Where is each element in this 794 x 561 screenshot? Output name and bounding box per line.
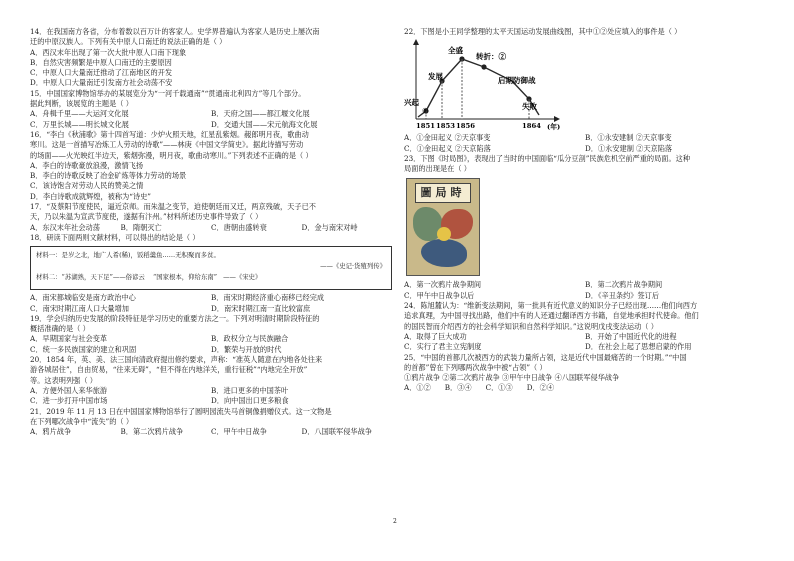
option-b[interactable]: B．①永安建制 ②天京事变 bbox=[585, 133, 672, 143]
option-b[interactable]: B．第二次鸦片战争期间 bbox=[585, 280, 663, 290]
option-a[interactable]: A．取得了巨大成功 bbox=[404, 331, 467, 341]
option-b[interactable]: B．天府之国——都江堰文化展 bbox=[211, 109, 310, 119]
question-25 bbox=[404, 353, 766, 394]
option-b[interactable]: B．进口更多的中国茶叶 bbox=[211, 385, 289, 395]
option-a[interactable]: A．①② bbox=[404, 383, 431, 393]
option-d[interactable]: D．①永安建制 ②天京陷落 bbox=[585, 143, 673, 153]
option-a[interactable]: A．方便外国人来华旅游 bbox=[30, 385, 108, 395]
question-21 bbox=[30, 407, 392, 438]
question-text: 概括准确的是（ ） bbox=[30, 324, 90, 334]
question-16 bbox=[30, 130, 392, 202]
option-c[interactable]: C．实行了君主立宪制度 bbox=[404, 342, 482, 352]
x-axis-arrow bbox=[554, 116, 560, 122]
option-d[interactable]: D．②④ bbox=[526, 383, 555, 393]
question-text: 14．在我国南方各省，分布着数以百万计的客家人。史学界普遍认为客家人是历史上屡次南 bbox=[30, 27, 320, 36]
option-d[interactable]: D．八国联军侵华战争 bbox=[301, 427, 372, 437]
question-text: 25．“中国的首都几次被西方的武装力量所占领，这是近代中国最痛苦的一个时期。”“中国 bbox=[404, 352, 687, 362]
question-text: 天，乃以朱温为宣武节度使，遂据有汴州。”材料所述历史事件导致了（ ） bbox=[30, 212, 263, 222]
question-text: 18．研读下面两则文献材料，可以得出的结论是（ ） bbox=[30, 232, 200, 242]
option-c[interactable]: C．甲午中日战争 bbox=[211, 427, 267, 437]
material-1-source: ——《史记·货殖列传》 bbox=[320, 262, 386, 271]
option-d[interactable]: D．南宋时期江南一直比较富庶 bbox=[211, 303, 311, 313]
year-1851: 1851 bbox=[416, 122, 435, 131]
option-a[interactable]: A．鸦片战争 bbox=[30, 427, 72, 437]
option-b[interactable]: B．第二次鸦片战争 bbox=[120, 427, 184, 437]
option-d[interactable]: D．《辛丑条约》签订后 bbox=[585, 290, 660, 300]
option-c[interactable]: C．中原人口大量南迁推动了江南地区的开发 bbox=[30, 68, 173, 78]
option-b[interactable]: B．③④ bbox=[444, 383, 472, 393]
option-a[interactable]: A．第一次鸦片战争期间 bbox=[404, 280, 482, 290]
question-text: 的首都”曾在下列哪两次战争中被“占领”（ ） bbox=[404, 362, 547, 372]
question-text: 的国民智而介绍西方的社会科学知识和自然科学知识。”这说明戊戌变法运动（ ） bbox=[404, 321, 658, 331]
option-d[interactable]: D．中原人口大量南迁引发南方社会动荡不安 bbox=[30, 78, 173, 88]
label-peak: 全盛 bbox=[448, 46, 463, 56]
question-text: 迁的中原汉族人。下列有关中原人口南迁的说法正确的是（ ） bbox=[30, 37, 227, 47]
question-choices: ①鸦片战争 ②第二次鸦片战争 ③甲午中日战争 ④八国联军侵华战争 bbox=[404, 373, 620, 383]
frog-figure bbox=[421, 239, 467, 267]
y-axis-arrow bbox=[413, 39, 419, 45]
option-c[interactable]: C．万里长城——明长城文化展 bbox=[30, 119, 129, 129]
question-text: 23．下图《时局图》，表现出了当时的中国面临“瓜分豆剖”民族危机空前严重的局面。这种 bbox=[404, 153, 691, 163]
label-rise: 兴起 bbox=[404, 98, 419, 108]
option-a[interactable]: A．早期国家与社会变革 bbox=[30, 334, 108, 344]
question-text: 16．“李白《秋浦歌》第十四首写道：少炉火照天地，红星乱紫烟。赧郎明月夜，歌曲动 bbox=[30, 129, 309, 139]
question-text: 寒川。这是一首描写冶炼工人劳动的诗歌”——林庚《中国文学简史》。据此诗描写劳动 bbox=[30, 140, 304, 150]
option-c[interactable]: C．南宋时期江南人口大量增加 bbox=[30, 303, 129, 313]
option-a[interactable]: A．李白的诗歌豪放浪漫，激情飞扬 bbox=[30, 160, 144, 170]
question-text: 等。这表明列强（ ） bbox=[30, 375, 97, 385]
material-1: 材料一：是岁之北，地广人希(稀)，饭稻羹鱼……无积聚而多贫。 bbox=[36, 251, 220, 260]
axis-unit: (年) bbox=[547, 123, 561, 132]
question-15 bbox=[30, 89, 392, 130]
year-1856: 1856 bbox=[456, 122, 475, 131]
question-text: 22．下图是小王同学整理的太平天国运动发展曲线图，其中①②处应填入的事件是（ ） bbox=[404, 27, 682, 36]
option-b[interactable]: B．南宋时期经济重心南移已经完成 bbox=[211, 293, 325, 303]
label-defense: 后期防御战 bbox=[498, 76, 536, 86]
question-14 bbox=[30, 27, 392, 89]
material-2-source: ——《宋史》 bbox=[223, 273, 262, 282]
question-text: 20．1854 年，英、美、法三国向清政府提出修约要求，声称：“准英人随意在内地各处往来 bbox=[30, 355, 323, 365]
year-1864: 1864 bbox=[522, 122, 541, 131]
material-2: 材料二：“苏湖熟，天下足”——俗谚云 bbox=[36, 273, 145, 282]
question-text: 局面的出现是在（ ） bbox=[404, 164, 471, 174]
option-b[interactable]: B．李白的诗歌反映了冶金矿炼等体力劳动的场景 bbox=[30, 171, 187, 181]
option-a[interactable]: A．东汉末年社会动荡 bbox=[30, 222, 100, 232]
option-d[interactable]: D．向中国出口更多粮食 bbox=[211, 396, 289, 406]
question-text: 追求真理，为中国寻找出路，他们中有的人还通过翻译西方书籍，自觉地承担时代使命。他们 bbox=[404, 311, 699, 321]
question-17 bbox=[30, 202, 392, 233]
question-text: 的场面——火光映红半边天，紫烟弥漫，明月夜，歌曲动寒川。”下列表述不正确的是（ ） bbox=[30, 150, 313, 160]
question-text: 24．陈旭麓认为：“维新变法期间，第一批具有近代意义的知识分子已经出现……他们向西方 bbox=[404, 301, 698, 311]
option-c[interactable]: C．①③ bbox=[485, 383, 513, 393]
option-c[interactable]: C．甲午中日战争以后 bbox=[404, 290, 475, 300]
question-text: 在下列哪次战争中“流失”的（ ） bbox=[30, 416, 134, 426]
question-text: 17．“及蔡阳节度使民，逼近京师。而朱温之变节，迫使朝廷而又迁，两京残破，天子已不 bbox=[30, 202, 316, 212]
option-c[interactable]: C．进一步打开中国市场 bbox=[30, 396, 108, 406]
option-c[interactable]: C．统一多民族国家的建立和巩固 bbox=[30, 344, 137, 354]
question-text: 游各城居住”，自由贸易，“往来无碍”，“但不得在内地洋关，重行征税”“内地完全开放” bbox=[30, 365, 308, 375]
option-c[interactable]: C．唐朝由盛转衰 bbox=[211, 222, 267, 232]
shiju-tu-image bbox=[406, 178, 480, 276]
question-23 bbox=[404, 154, 766, 301]
question-text: 21．2019 年 11 月 13 日在中国国家博物馆举行了圆明园流失马首铜像捐赠仪式。这一文物是 bbox=[30, 406, 332, 416]
option-a[interactable]: A．南宋都城临安是南方政治中心 bbox=[30, 293, 136, 303]
question-24 bbox=[404, 301, 766, 352]
material-2-quote: “国家根本，仰给东南” bbox=[152, 273, 217, 282]
question-22 bbox=[404, 27, 766, 154]
label-marker-1: ① bbox=[422, 107, 429, 116]
option-b[interactable]: B．自然灾害频繁是中原人口南迁的主要原因 bbox=[30, 57, 172, 67]
question-text: 15．中国国家博物馆举办的某展览分为“一河千载通南”“贯通南北利四方”等几个部分。 bbox=[30, 88, 306, 98]
label-turn: 转折：② bbox=[476, 52, 506, 62]
year-1853: 1853 bbox=[436, 122, 455, 131]
option-d[interactable]: D．金与南宋对峙 bbox=[301, 222, 358, 232]
option-d[interactable]: D．交通大国——宋元航海文化展 bbox=[211, 119, 318, 129]
taiping-curve-svg bbox=[404, 39, 574, 131]
page-number: 2 bbox=[393, 518, 397, 525]
label-develop: 发展 bbox=[428, 72, 443, 82]
option-a[interactable]: A．①金田起义 ②天京事变 bbox=[404, 133, 491, 143]
option-c[interactable]: C．①金田起义 ②天京陷落 bbox=[404, 143, 491, 153]
question-20 bbox=[30, 355, 392, 406]
materials-box bbox=[30, 246, 392, 290]
question-19 bbox=[30, 314, 392, 355]
label-fail: 失败 bbox=[522, 102, 537, 112]
option-c[interactable]: C．该诗饱含对劳动人民的赞美之情 bbox=[30, 181, 144, 191]
option-b[interactable]: B．政权分立与民族融合 bbox=[211, 334, 289, 344]
option-b[interactable]: B．开始了中国近代化的进程 bbox=[585, 331, 677, 341]
left-column bbox=[30, 27, 392, 437]
development-curve bbox=[418, 59, 539, 117]
option-d[interactable]: D．繁荣与开放的时代 bbox=[211, 344, 282, 354]
option-d[interactable]: D．李白诗歌成就辉煌，被称为“诗史” bbox=[30, 191, 151, 201]
taiping-chart bbox=[404, 39, 766, 131]
option-a[interactable]: A．西汉末年出现了第一次大批中原人口南下现象 bbox=[30, 47, 187, 57]
right-column bbox=[404, 27, 766, 394]
poster-title: 圖局時 bbox=[415, 183, 471, 203]
question-text: 据此判断，该展览的主题是（ ） bbox=[30, 99, 133, 109]
option-a[interactable]: A．舟楫千里——大运河文化展 bbox=[30, 109, 129, 119]
option-b[interactable]: B．隋朝灭亡 bbox=[120, 222, 162, 232]
question-text: 19．学会归纳历史发展的阶段特征是学习历史的重要方法之一。下列对明清时期阶段特征的 bbox=[30, 313, 320, 323]
option-d[interactable]: D．在社会上起了思想启蒙的作用 bbox=[585, 342, 692, 352]
node-turn bbox=[481, 65, 486, 70]
question-18 bbox=[30, 233, 392, 314]
